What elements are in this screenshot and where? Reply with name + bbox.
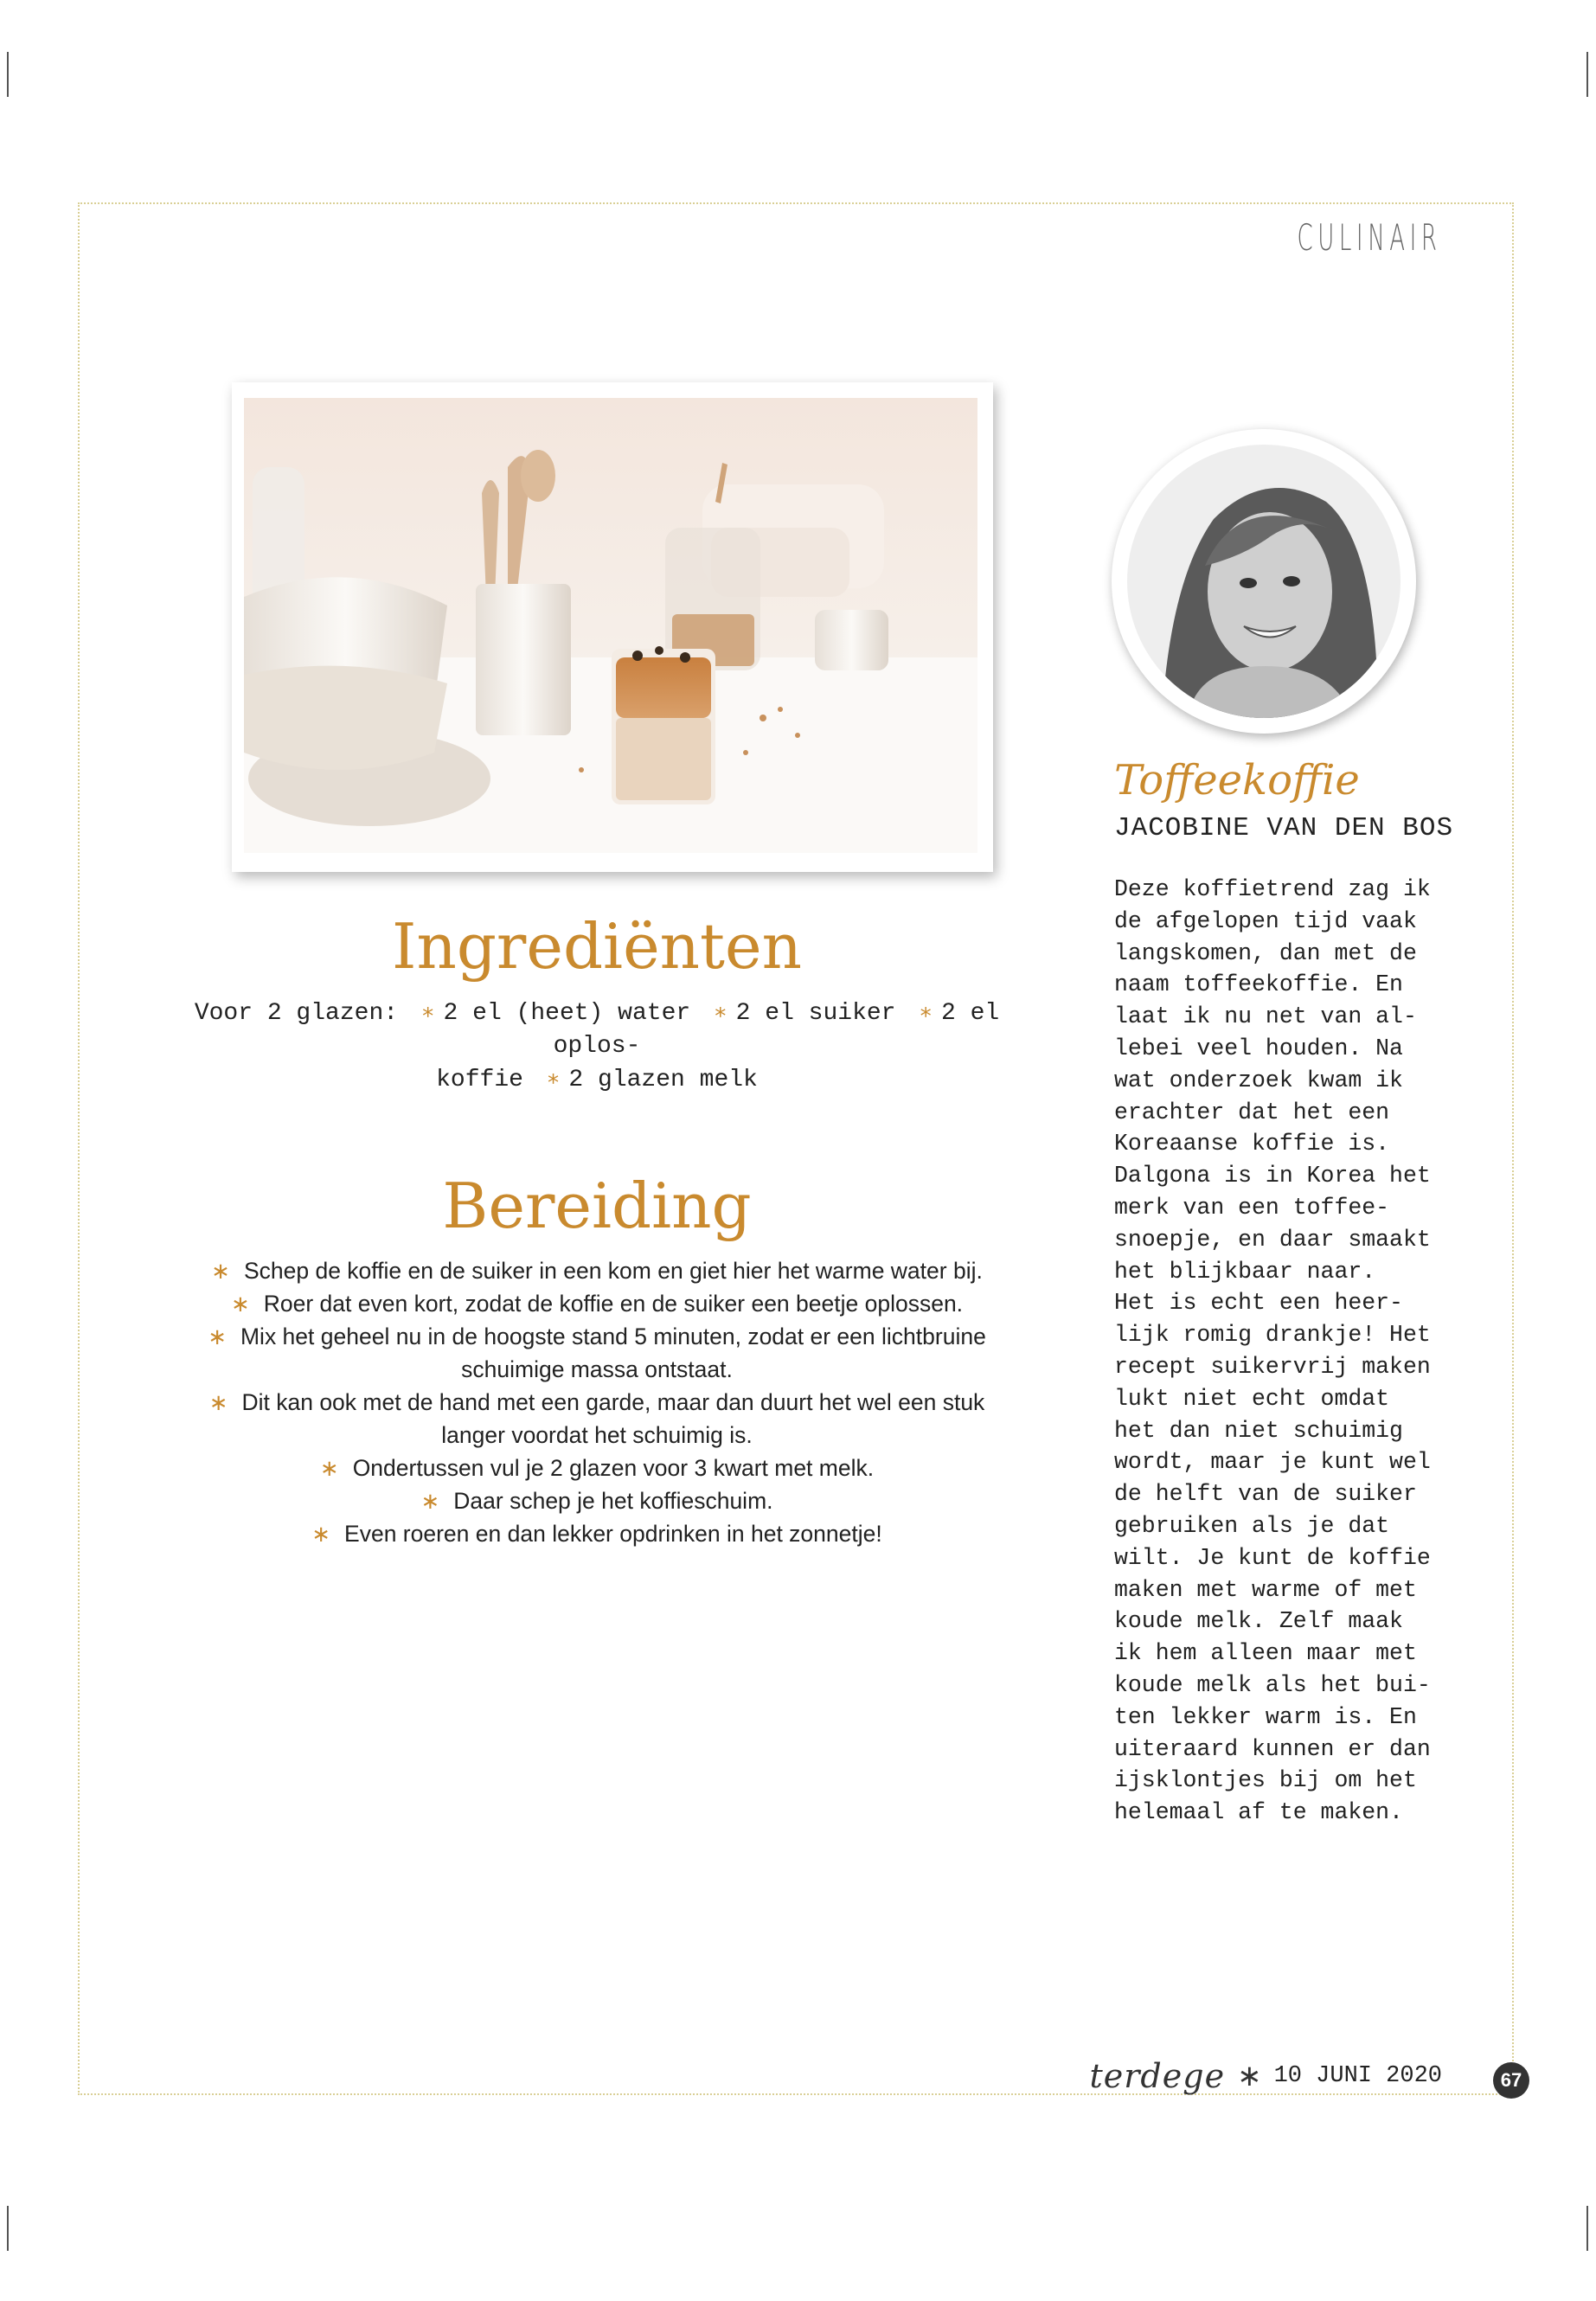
asterisk-icon: ∗ <box>420 1000 435 1026</box>
asterisk-icon: ∗ <box>1237 2060 1262 2093</box>
text-line: gebruiken als je dat <box>1114 1512 1390 1539</box>
asterisk-icon: ∗ <box>230 1291 250 1317</box>
sidebar-title: Toffeekoffie <box>1114 756 1360 804</box>
text-line: de afgelopen tijd vaak <box>1114 907 1417 934</box>
list-item: ∗ Daar schep je het koffieschuim. <box>420 1488 773 1514</box>
ingredients-intro: Voor 2 glazen: <box>194 1000 399 1027</box>
recipe-photo <box>232 382 993 872</box>
text-line: ik hem alleen maar met <box>1114 1640 1417 1667</box>
crop-mark <box>7 52 9 97</box>
ingredient-item: 2 el suiker <box>735 1000 896 1027</box>
text-line: wordt, maar je kunt wel <box>1114 1449 1431 1476</box>
ingredient-item: 2 el (heet) water <box>443 1000 691 1027</box>
asterisk-icon: ∗ <box>420 1488 440 1514</box>
asterisk-icon: ∗ <box>208 1324 227 1349</box>
asterisk-icon: ∗ <box>546 1067 561 1093</box>
author-portrait <box>1112 429 1416 734</box>
preparation-title: Bereiding <box>442 1170 752 1242</box>
text-line: merk van een toffee- <box>1114 1194 1390 1221</box>
crop-mark <box>7 2206 9 2251</box>
asterisk-icon: ∗ <box>319 1455 339 1481</box>
section-label: CULINAIR <box>1297 216 1442 259</box>
asterisk-icon: ∗ <box>208 1389 228 1415</box>
text-line: Dalgona is in Korea het <box>1114 1163 1431 1189</box>
text-line: Koreaanse koffie is. <box>1114 1131 1390 1157</box>
ingredient-item: 2 el oplos- <box>553 1000 1000 1060</box>
text-line: lukt niet echt omdat <box>1114 1385 1390 1412</box>
sidebar-author: JACOBINE VAN DEN BOS <box>1114 813 1454 843</box>
text-line: recept suikervrij maken <box>1114 1353 1431 1380</box>
coffee-photo-image <box>244 398 977 853</box>
ingredients-line <box>147 997 1047 1063</box>
page-footer <box>1090 2057 1443 2095</box>
asterisk-icon: ∗ <box>311 1521 331 1547</box>
text-line: uiteraard kunnen er dan <box>1114 1735 1431 1762</box>
ingredient-item: 2 glazen melk <box>568 1067 758 1093</box>
text-line: laat ik nu net van al- <box>1114 1003 1417 1030</box>
list-item: ∗ Dit kan ook met de hand met een garde, maar dan duurt het wel een stuk <box>208 1389 985 1415</box>
asterisk-icon: ∗ <box>919 1000 933 1026</box>
issue-date: 10 JUNI 2020 <box>1273 2063 1442 2089</box>
text-line: helemaal af te maken. <box>1114 1799 1403 1826</box>
page-number: 67 <box>1493 2062 1529 2099</box>
text-line: lebei veel houden. Na <box>1114 1035 1403 1061</box>
asterisk-icon: ∗ <box>714 1000 727 1026</box>
list-item: ∗ Ondertussen vul je 2 glazen voor 3 kwart met melk. <box>319 1455 875 1481</box>
text-line: het dan niet schuimig <box>1114 1417 1403 1444</box>
text-line: langskomen, dan met de <box>1114 939 1417 966</box>
list-item: ∗ Roer dat even kort, zodat de koffie en de suiker een beetje oplossen. <box>230 1291 964 1317</box>
text-line: lijk romig drankje! Het <box>1114 1322 1431 1349</box>
text-line: Deze koffietrend zag ik <box>1114 876 1431 902</box>
list-item-continued: langer voordat het schuimig is. <box>441 1422 753 1448</box>
preparation-steps <box>147 1254 1047 1550</box>
text-line: wilt. Je kunt de koffie <box>1114 1544 1431 1571</box>
text-line: de helft van de suiker <box>1114 1481 1417 1508</box>
text-line: wat onderzoek kwam ik <box>1114 1067 1403 1093</box>
text-line: koude melk als het bui- <box>1114 1671 1431 1698</box>
sidebar-body <box>1114 874 1477 1829</box>
text-line: ten lekker warm is. En <box>1114 1703 1417 1730</box>
crop-mark <box>1586 52 1588 97</box>
text-line: naam toffeekoffie. En <box>1114 971 1403 998</box>
ingredient-item: koffie <box>436 1067 523 1093</box>
list-item: ∗ Even roeren en dan lekker opdrinken in het zonnetje! <box>311 1521 882 1547</box>
magazine-logo: terdege <box>1089 2057 1226 2095</box>
text-line: koude melk. Zelf maak <box>1114 1608 1403 1635</box>
list-item: ∗ Mix het geheel nu in de hoogste stand 5 minuten, zodat er een lichtbruine <box>208 1324 986 1349</box>
ingredients-list <box>147 997 1047 1097</box>
text-line: erachter dat het een <box>1114 1099 1390 1125</box>
text-line: snoepje, en daar smaakt <box>1114 1226 1431 1253</box>
text-line: Het is echt een heer- <box>1114 1290 1403 1317</box>
text-line: het blijkbaar naar. <box>1114 1258 1376 1285</box>
author-photo-image <box>1127 445 1401 718</box>
ingredients-title: Ingrediënten <box>392 910 802 983</box>
text-line: ijsklontjes bij om het <box>1114 1767 1417 1794</box>
text-line: maken met warme of met <box>1114 1576 1417 1603</box>
ingredients-line <box>147 1063 1047 1097</box>
asterisk-icon: ∗ <box>211 1258 230 1284</box>
list-item: ∗ Schep de koffie en de suiker in een kom en giet hier het warme water bij. <box>211 1258 983 1284</box>
crop-mark <box>1586 2206 1588 2251</box>
list-item-continued: schuimige massa ontstaat. <box>461 1356 733 1382</box>
